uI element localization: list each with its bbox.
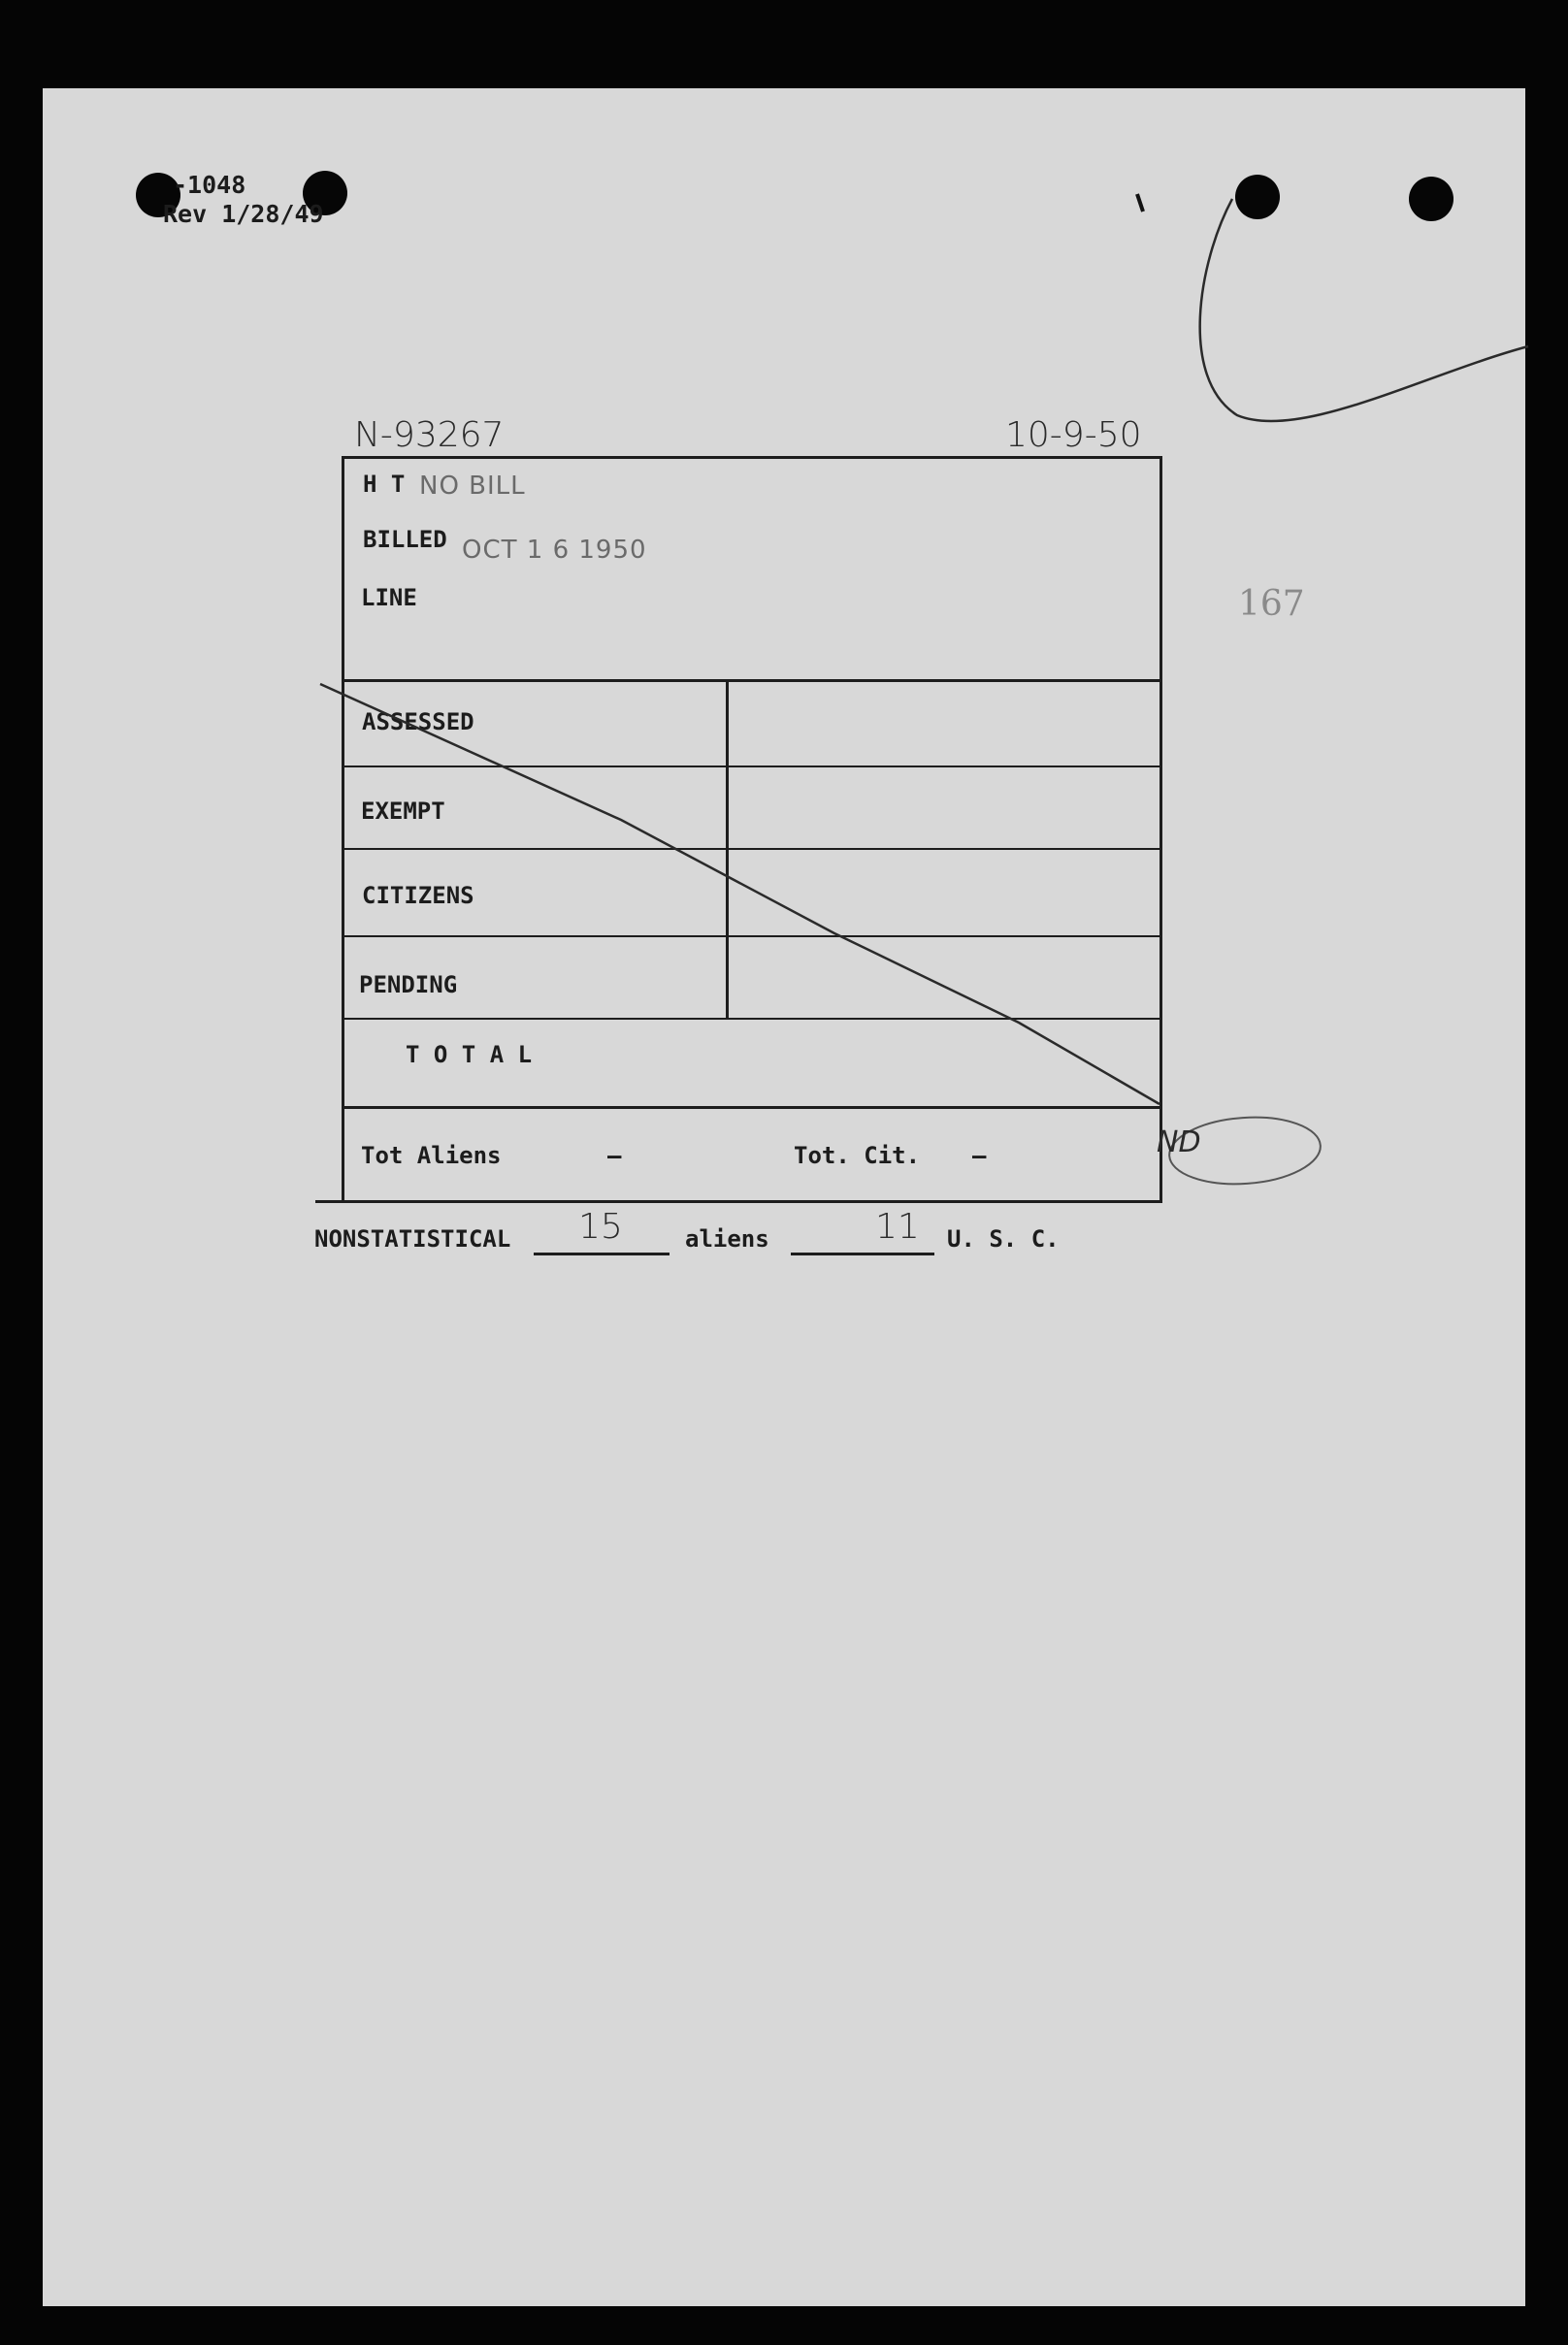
file-number: N-93267	[354, 415, 505, 455]
aliens-label: aliens	[685, 1225, 769, 1253]
ht-label: H T	[363, 471, 406, 498]
form-revision: Rev 1/28/49	[163, 200, 324, 228]
billed-label: BILLED	[363, 526, 447, 553]
usc-label: U. S. C.	[947, 1225, 1060, 1253]
initials-signature: ND	[1157, 1125, 1201, 1159]
nonstatistical-label: NONSTATISTICAL	[314, 1225, 511, 1253]
date-handwritten: 10-9-50	[1005, 415, 1142, 455]
tot-cit-value: —	[972, 1142, 987, 1169]
tot-cit-label: Tot. Cit.	[794, 1142, 921, 1169]
usc-value: 11	[875, 1207, 920, 1247]
page-number: 167	[1238, 584, 1305, 624]
tot-aliens-label: Tot Aliens	[361, 1142, 502, 1169]
row-pending: PENDING	[359, 971, 458, 998]
billed-date-stamp: OCT 1 6 1950	[462, 536, 647, 565]
row-exempt: EXEMPT	[361, 798, 445, 825]
line-label: LINE	[361, 584, 417, 611]
row-citizens: CITIZENS	[362, 882, 474, 909]
ht-stamp: NO BILL	[419, 472, 526, 501]
row-assessed: ASSESSED	[362, 708, 474, 735]
total-label: T O T A L	[406, 1041, 533, 1068]
nonstatistical-value: 15	[578, 1207, 623, 1247]
tot-aliens-value: —	[607, 1142, 622, 1169]
form-number: -1048	[173, 171, 246, 199]
